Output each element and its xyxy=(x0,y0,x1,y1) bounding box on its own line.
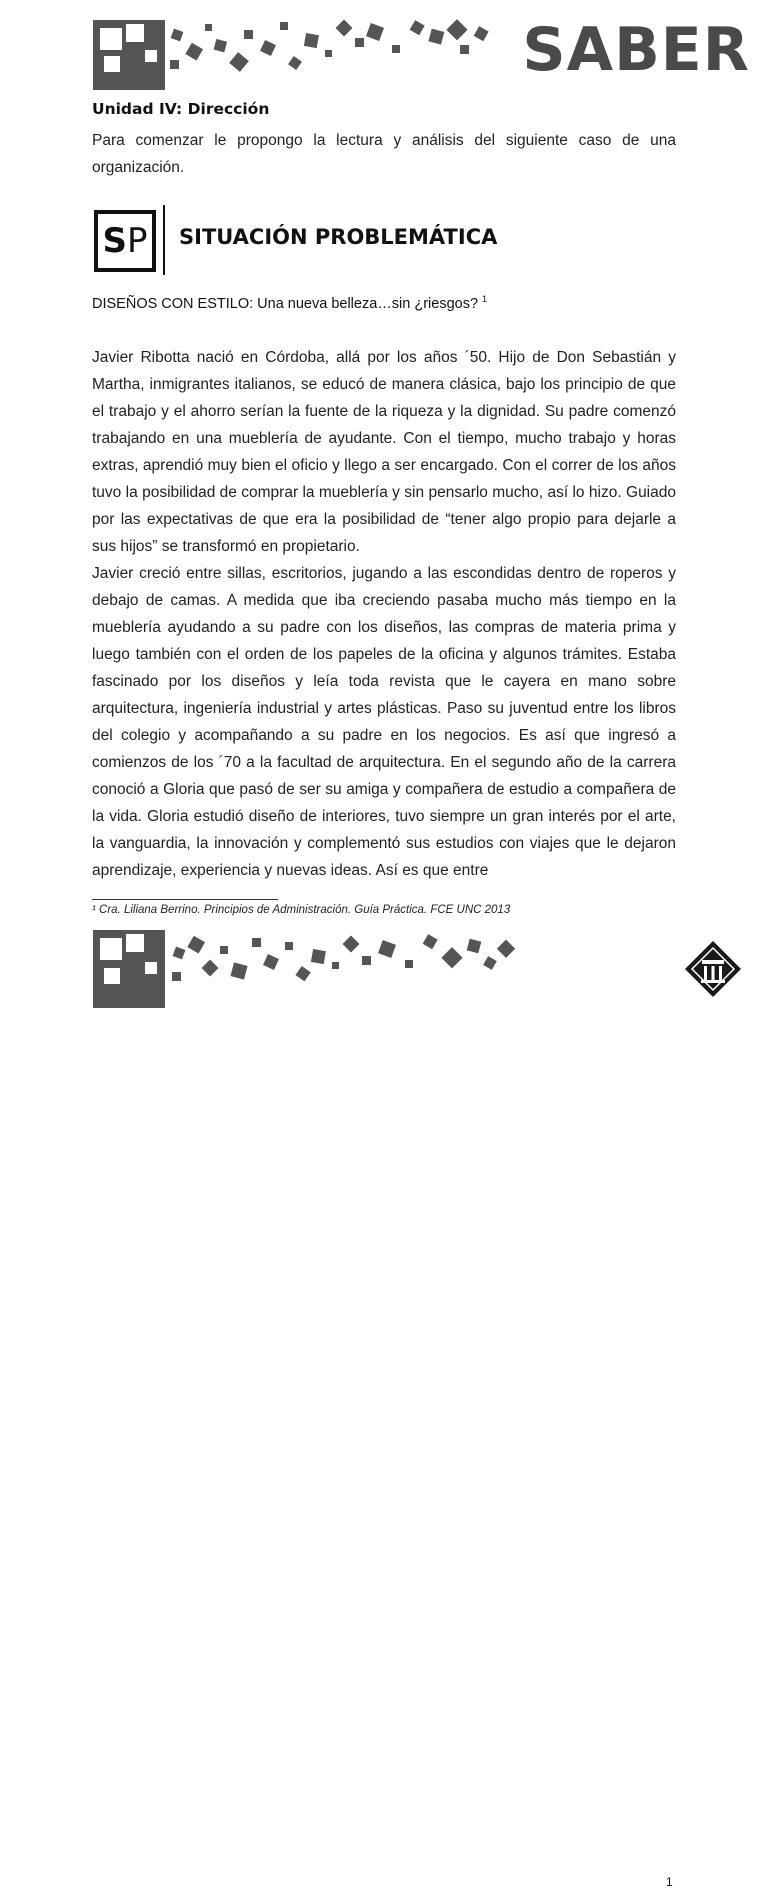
institution-seal-icon xyxy=(684,940,742,998)
saber-logo: SABER xyxy=(522,15,750,85)
case-body xyxy=(92,344,676,884)
sp-badge-icon xyxy=(94,210,156,272)
body-paragraph: Javier Ribotta nació en Córdoba, allá por los años ´50. Hijo de Don Sebastián y Martha, inmigrantes italianos, se educó de manera clásica, bajo los principio de que el trabajo y el ahorro serían la fuente de la riqueza y la dignidad. Su padre comenzó trabajando en una mueblería de ayudante. Con el tiempo, mucho trabajo y horas extras, aprendió muy bien el oficio y llego a ser encargado. Con el correr de los años tuvo la posibilidad de comprar la mueblería y sin pensarlo mucho, así lo hizo. Guiado por las expectativas de que era la posibilidad de “tener algo propio para dejarle a sus hijos” se transformó en propietario. xyxy=(92,349,676,555)
unit-title: Unidad IV: Dirección xyxy=(92,100,270,118)
footnote: ¹ Cra. Liliana Berrino. Principios de Administración. Guía Práctica. FCE UNC 2013 xyxy=(92,904,511,916)
section-header xyxy=(92,205,676,275)
page-number: 1 xyxy=(666,1875,673,1889)
section-divider xyxy=(163,205,165,275)
sp-badge-letter-s: S xyxy=(102,221,127,261)
header-band xyxy=(0,0,768,95)
intro-text: Para comenzar le propongo la lectura y análisis del siguiente caso de una organización. xyxy=(92,132,676,176)
footer-band xyxy=(0,920,768,1889)
decorative-squares-header xyxy=(0,0,520,95)
sp-badge-letter-p: P xyxy=(126,221,148,261)
body-paragraph: Javier creció entre sillas, escritorios, jugando a las escondidas dentro de roperos y debajo de camas. A medida que iba creciendo pasaba mucho más tiempo en la mueblería ayudando a su padre con los diseños, las compras de materia prima y luego también con el orden de los papeles de la oficina y algunos trámites. Estaba fascinado por los diseños y leía toda revista que le cayera en mano sobre arquitectura, ingeniería industrial y artes plásticas. Paso su juventud entre los libros del colegio y acompañando a su padre en los negocios. Es así que ingresó a comienzos de los ´70 a la facultad de arquitectura. En el segundo año de la carrera conoció a Gloria que pasó de ser su amiga y compañera de estudio a compañera de la vida. Gloria estudió diseño de interiores, tuvo siempre un gran interés por el arte, la vanguardia, la innovación y complementó sus estudios con viajes que le dejaron aprendizaje, experiencia y nuevas ideas. Así es que entre xyxy=(92,565,676,879)
section-title: SITUACIÓN PROBLEMÁTICA xyxy=(179,225,498,249)
case-title xyxy=(92,294,676,312)
footnote-divider xyxy=(92,899,278,900)
footnote-ref[interactable]: 1 xyxy=(482,294,488,304)
decorative-squares-footer xyxy=(0,920,560,1024)
case-title-text: DISEÑOS CON ESTILO: Una nueva belleza…sin ¿riesgos? xyxy=(92,296,479,312)
